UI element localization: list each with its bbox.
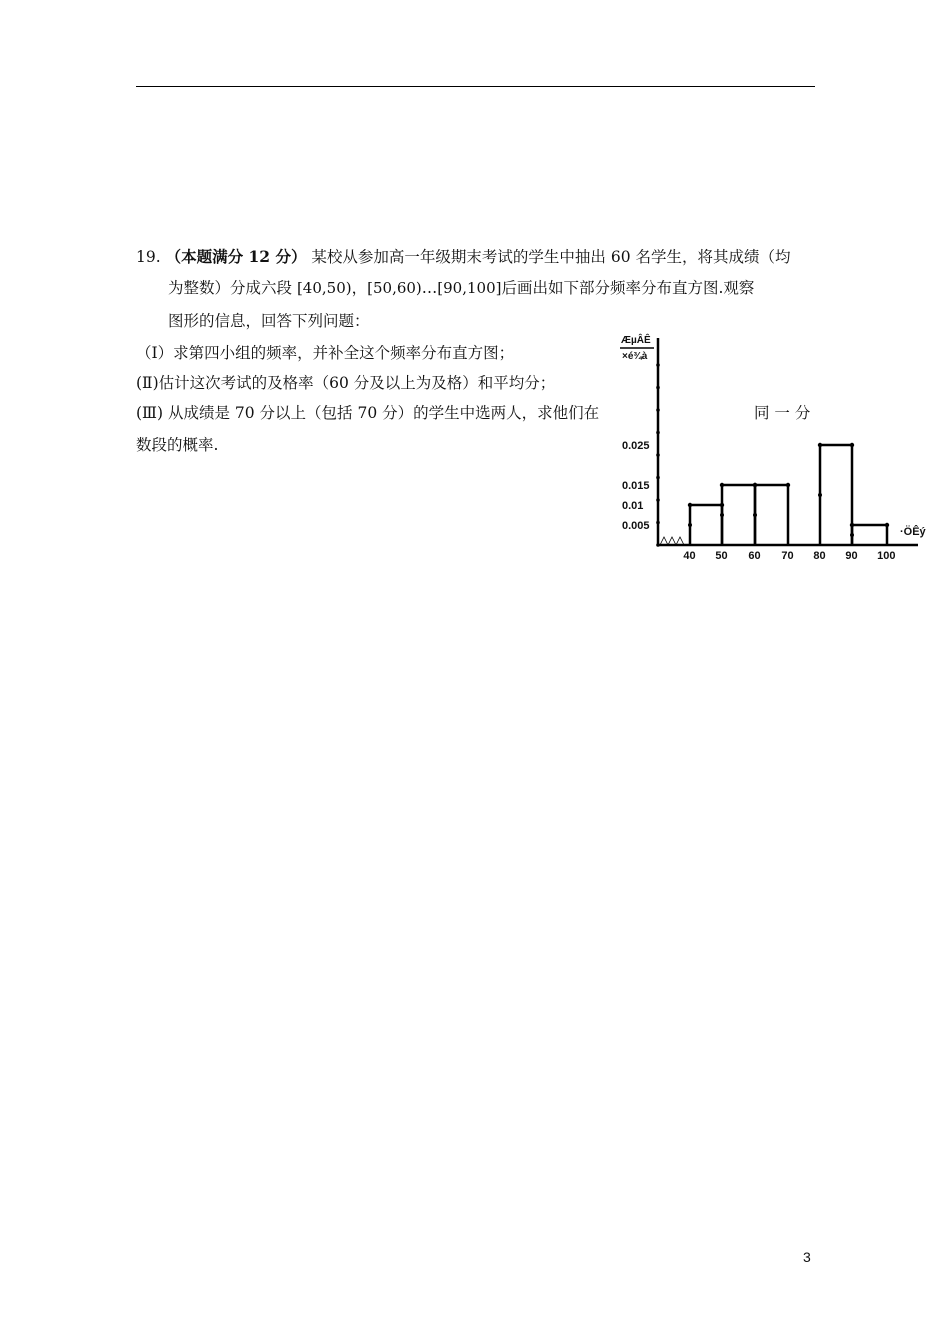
question-2: (Ⅱ)估计这次考试的及格率（60 分及以上为及格）和平均分； [136, 374, 556, 392]
bar-corner-dot [688, 503, 692, 507]
y-axis-dot [656, 431, 660, 435]
y-axis-dot [656, 543, 660, 547]
x-tick-label: 60 [748, 550, 761, 562]
interval-separator: ， [351, 279, 368, 297]
y-tick-label: 0.015 [622, 480, 650, 492]
problem-line-1 [136, 247, 791, 267]
bar-corner-dot [818, 443, 822, 447]
bar-edge-dot [688, 523, 692, 527]
question-3-part-1: (Ⅲ) 从成绩是 70 分以上（包括 70 分）的学生中选两人，求他们在 [136, 404, 600, 422]
x-tick-label: 40 [683, 550, 696, 562]
histogram-bar [755, 485, 788, 545]
bar-corner-dot [850, 443, 854, 447]
bar-corner-dot [850, 523, 854, 527]
y-axis-dot [656, 408, 660, 412]
score-note: （本题满分 12 分） [165, 247, 307, 266]
y-axis-dot [656, 521, 660, 525]
histogram-bar [722, 485, 755, 545]
interval-first: [40,50) [296, 279, 352, 297]
y-axis-label-top: ÆµÂÊ [621, 335, 651, 346]
y-axis-dot [656, 498, 660, 502]
question-1: （Ⅰ）求第四小组的频率，并补全这个频率分布直方图； [136, 344, 515, 362]
problem-line-2 [168, 278, 754, 298]
bar-edge-dot [850, 533, 854, 537]
bar-corner-dot [786, 483, 790, 487]
x-axis-label: ·ÖÊý [900, 526, 926, 538]
y-axis-dot [656, 476, 660, 480]
y-axis-dot [656, 386, 660, 390]
header-rule [136, 86, 815, 87]
y-tick-label: 0.025 [622, 440, 650, 452]
line2-prefix: 为整数）分成六段 [168, 279, 293, 297]
interval-second: [50,60) [367, 279, 422, 297]
line2-suffix: 后画出如下部分频率分布直方图.观察 [501, 279, 755, 297]
y-axis-dot [656, 453, 660, 457]
x-tick-label: 70 [781, 550, 794, 562]
y-axis-dot [656, 363, 660, 367]
bar-corner-dot [753, 483, 757, 487]
bar-corner-dot [720, 483, 724, 487]
page-number: 3 [803, 1249, 811, 1265]
bar-corner-dot [885, 523, 889, 527]
y-tick-label: 0.005 [622, 520, 650, 532]
problem-line-3: 图形的信息，回答下列问题： [168, 312, 370, 330]
histogram-bar [852, 525, 887, 545]
bar-edge-dot [753, 513, 757, 517]
question-3-part-3: 数段的概率. [136, 436, 219, 454]
frequency-histogram [600, 328, 940, 568]
bar-edge-dot [720, 513, 724, 517]
x-tick-label: 50 [715, 550, 728, 562]
x-tick-label: 80 [813, 550, 826, 562]
y-tick-label: 0.01 [622, 500, 644, 512]
interval-last: [90,100] [437, 279, 502, 297]
histogram-bar [690, 505, 722, 545]
histogram-bar [820, 445, 852, 545]
x-tick-label: 100 [877, 550, 896, 562]
x-tick-label: 90 [845, 550, 858, 562]
y-axis-label-bottom: ×é¾à [622, 351, 648, 362]
problem-line1-text: 某校从参加高一年级期末考试的学生中抽出 60 名学生，将其成绩（均 [311, 248, 791, 266]
bar-edge-dot [818, 493, 822, 497]
ellipsis: … [421, 279, 438, 297]
question-3-part-2: 同 一 分 [754, 404, 811, 422]
problem-number: 19. [136, 248, 161, 266]
